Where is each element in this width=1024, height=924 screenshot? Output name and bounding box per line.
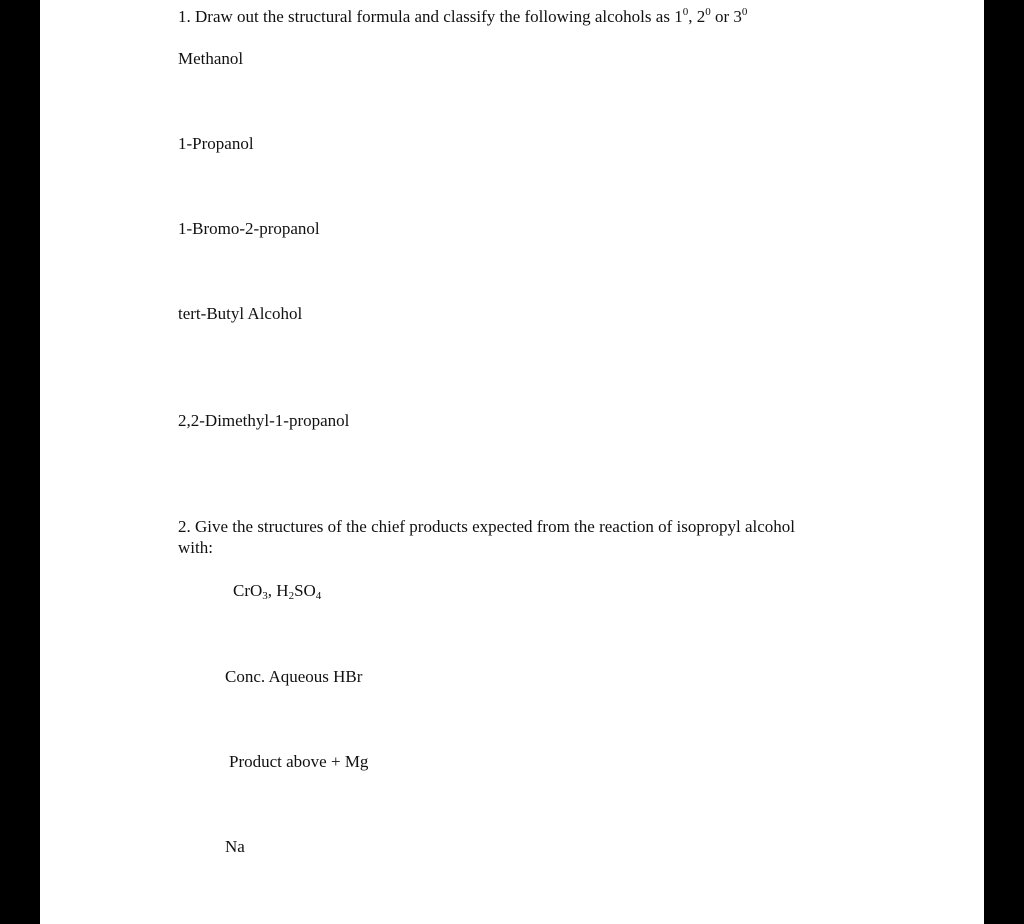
question-1-number: 1. bbox=[178, 7, 191, 26]
question-2-title bbox=[178, 516, 818, 558]
alcohol-item-methanol: Methanol bbox=[178, 49, 244, 68]
alcohol-item-1-bromo-2-propanol: 1-Bromo-2-propanol bbox=[178, 219, 320, 238]
reagent-cro3-h2so4: CrO$_3$, $H_2SO_4$ bbox=[233, 581, 322, 602]
alcohol-item-tert-butyl: tert-Butyl Alcohol bbox=[178, 304, 303, 323]
class-secondary: $2^0$ bbox=[696, 6, 711, 26]
worksheet-page bbox=[40, 0, 984, 924]
class-primary: $1^0$ bbox=[674, 6, 689, 26]
question-1-prompt: Draw out the structural formula and classify the following alcohols as bbox=[195, 7, 670, 26]
question-2-number: 2. bbox=[178, 517, 191, 536]
alcohol-item-1-propanol: 1-Propanol bbox=[178, 134, 254, 153]
reagent-na: Na bbox=[225, 837, 245, 856]
class-tertiary: $3^0$ bbox=[733, 6, 748, 26]
alcohol-item-dimethyl-propanol: 2,2-Dimethyl-1-propanol bbox=[178, 411, 350, 430]
reagent-product-mg: Product above + Mg bbox=[229, 752, 369, 771]
question-1-title: 1. Draw out the structural formula and classify the following alcohols as $1^0$, $2^0$ or $3^0$ bbox=[178, 6, 748, 26]
question-2-prompt: Give the structures of the chief products expected from the reaction of isopropyl alcohol with: bbox=[178, 517, 795, 557]
reagent-aqueous-hbr: Conc. Aqueous HBr bbox=[225, 667, 363, 686]
